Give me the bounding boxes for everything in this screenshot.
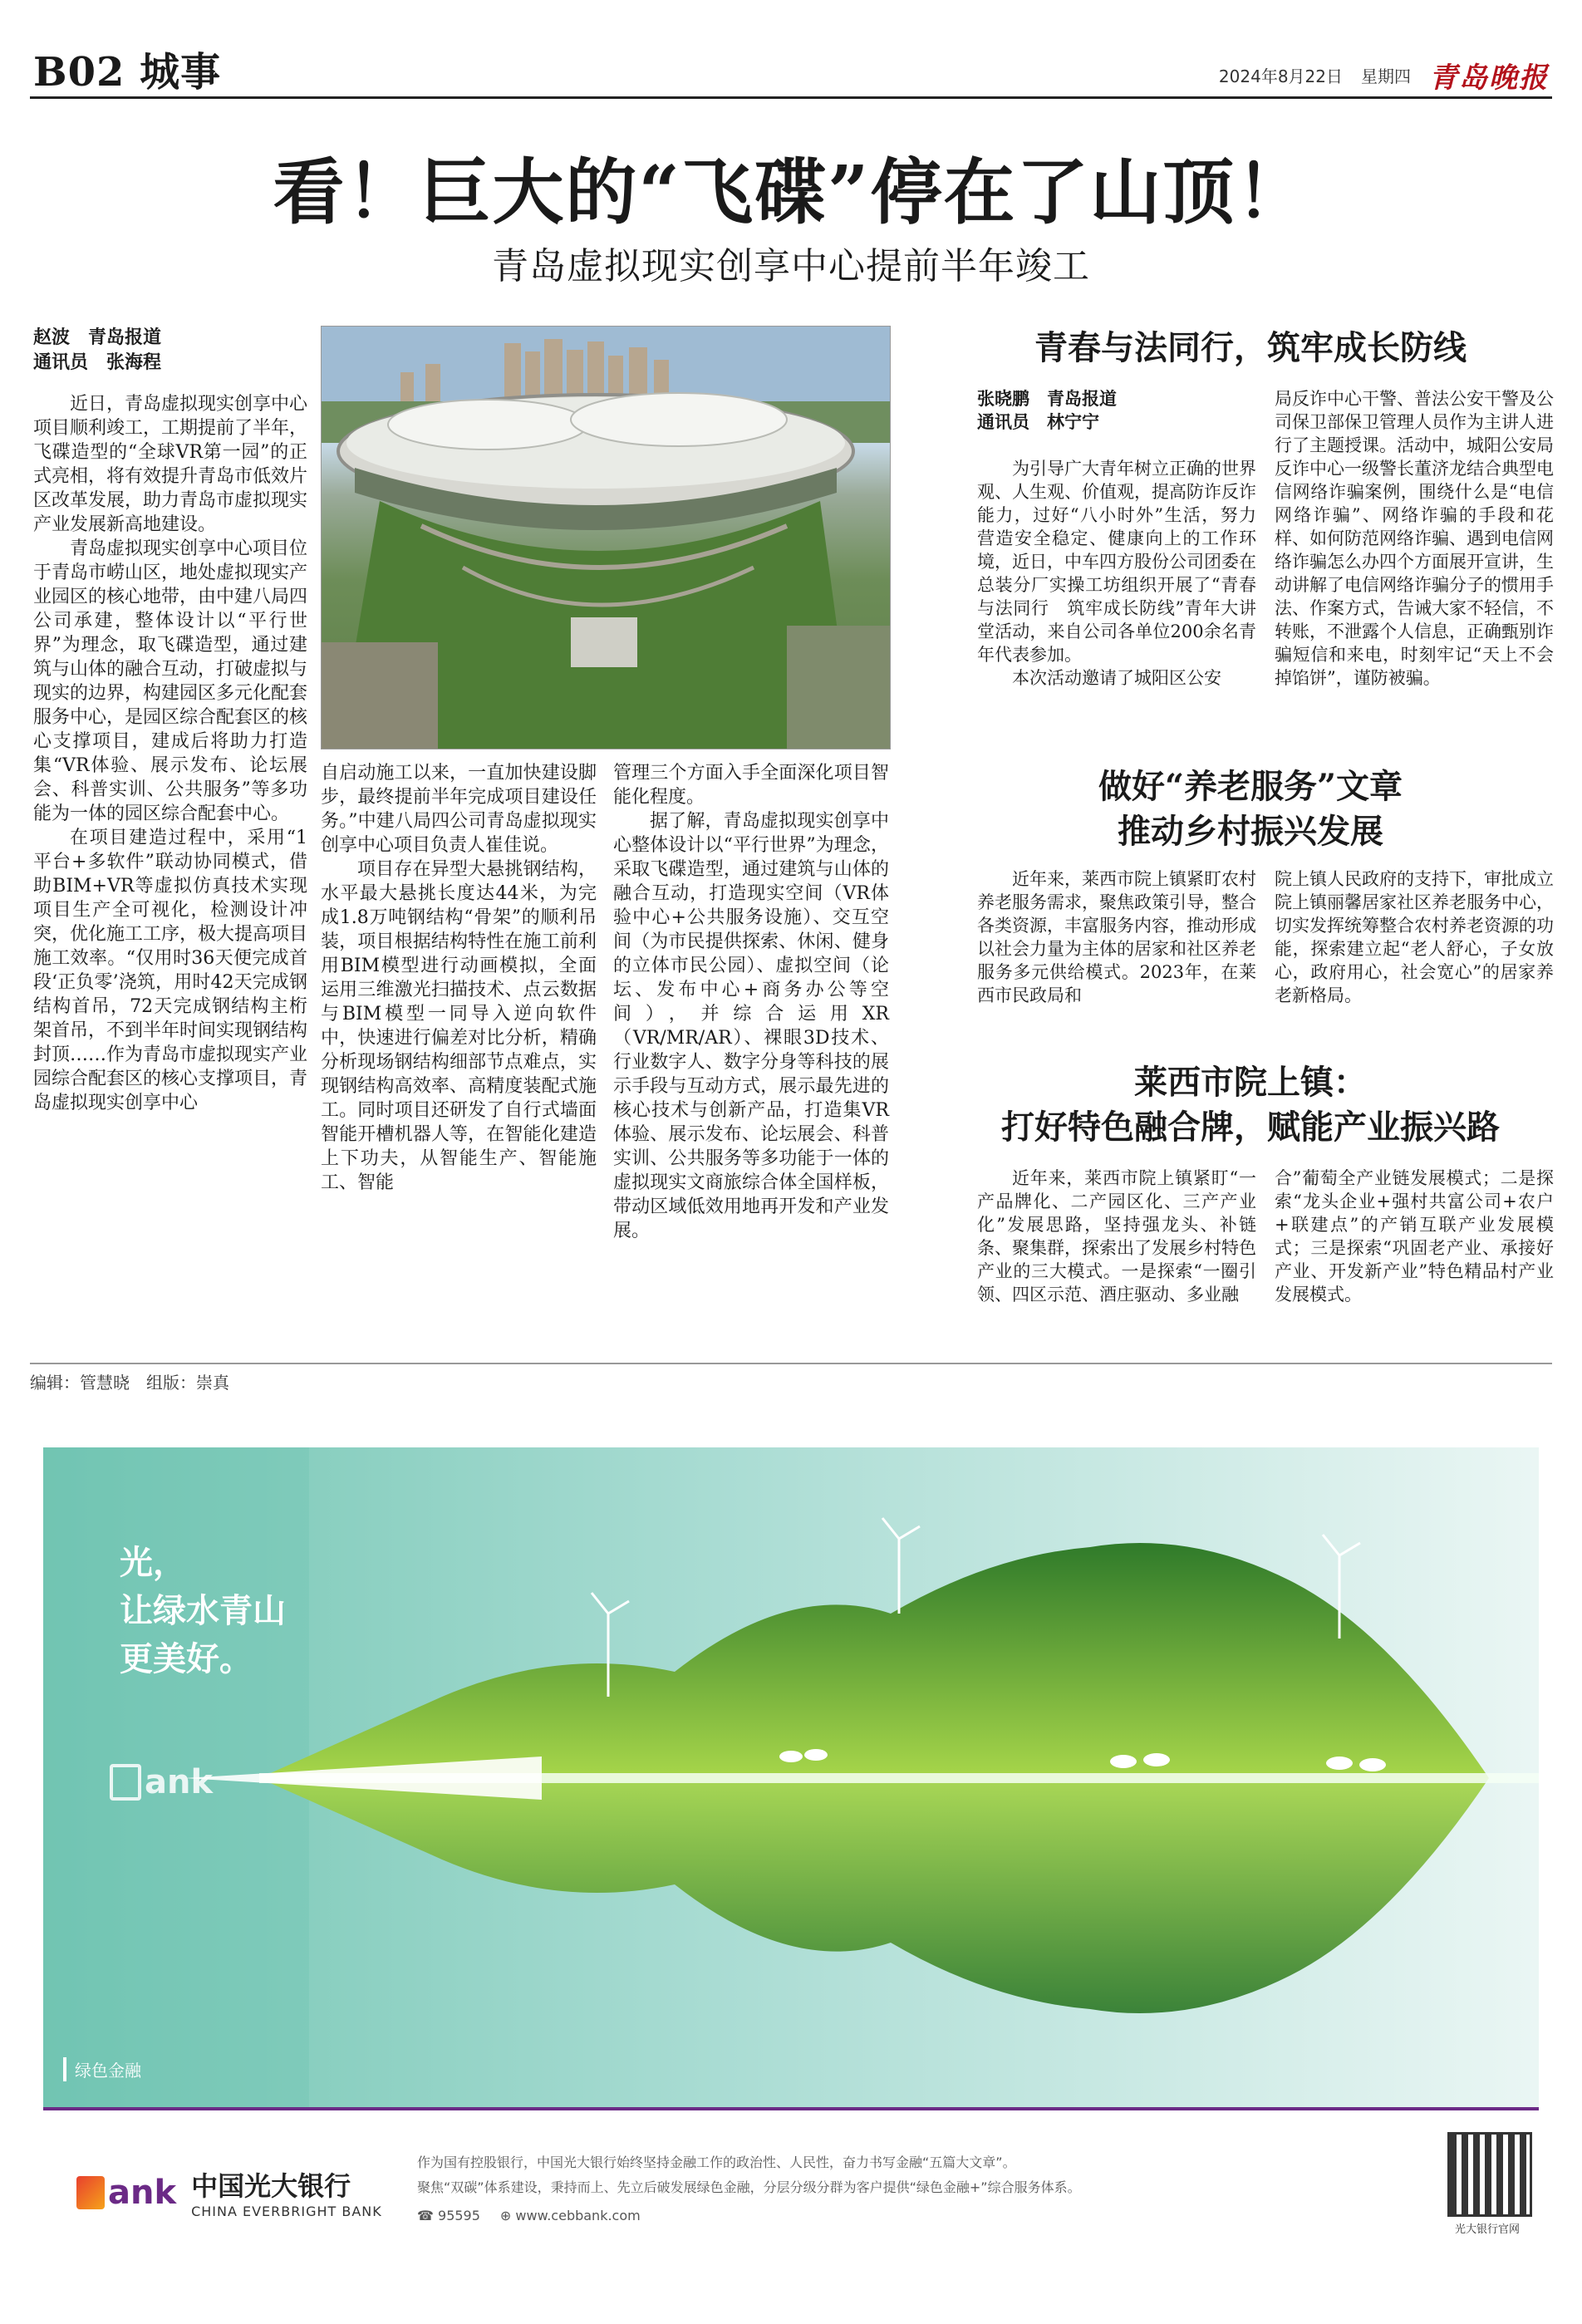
bank-name-en: CHINA EVERBRIGHT BANK (191, 2204, 382, 2219)
paragraph: 在项目建造过程中，采用“1平台+多软件”联动协同模式，借助BIM+VR等虚拟仿真技术实现项目生产全可视化，检测设计冲突，优化施工工序，极大提高项目施工效率。“仅用时36天便完成首段‘正负零’浇筑，用时42天完成钢结构首吊，72天完成钢结构主桁架首吊，不到半年时间实现钢结构封顶……作为青岛市虚拟现实产业园综合配套区的核心支撑项目，青岛虚拟现实创享中心 (33, 828, 308, 1113)
main-byline (33, 326, 161, 376)
globe-icon: ⊕ (499, 2208, 516, 2223)
logo-text: ank (145, 1763, 214, 1801)
paragraph: 青岛虚拟现实创享中心项目位于青岛市崂山区，地处虚拟现实产业园区的核心地带，由中建八局四公司承建，整体设计以“平行世界”为理念，取飞碟造型，通过建筑与山体的融合互动，打破虚拟与现实的边界，构建园区多元化配套服务中心，是园区综合配套区的核心支撑项目，建成后将助力打造集“VR体验、展示发布、论坛展会、科普实训、公共服务”等多功能为一体的园区综合配套中心。 (33, 538, 308, 824)
ad-logo (110, 1763, 213, 1801)
byline-reporter: 赵波 青岛报道 (33, 327, 162, 348)
subhead: 青岛虚拟现实创享中心提前半年竣工 (492, 245, 1090, 287)
paragraph: 为引导广大青年树立正确的世界观、人生观、价值观，提高防诈反诈能力，过好“八小时外”生活，努力营造安全稳定、健康向上的工作环境，近日，中车四方股份公司团委在总装分厂实操工坊组织开展了“青春与法同行 筑牢成长防线”青年大讲堂活动，来自公司各单位200余名青年代表参加。 (977, 459, 1256, 665)
hotline: ☎ 95595 (417, 2208, 480, 2223)
page-code: B02 城事 (33, 49, 222, 96)
paragraph: 局反诈中心干警、普法公安干警及公司保卫部保卫管理人员作为主讲人进行了主题授课。活动中，城阳公安局反诈中心一级警长董济龙结合典型电信网络诈骗案例，围绕什么是“电信网络诈骗”、网络诈骗的手段和花样、如何防范网络诈骗、遇到电信网络诈骗怎么办四个方面展开宣讲，生动讲解了电信网络诈骗分子的惯用手法、作案方式，告诫大家不轻信，不转账，不泄露个人信息，正确甄别诈骗短信和来电，时刻牢记“天上不会掉馅饼”，谨防被骗。 (1275, 389, 1554, 688)
paragraph: 近年来，莱西市院上镇紧盯“一产品牌化、二产园区化、三产产业化”发展思路，坚持强龙头、补链条、聚集群，探索出了发展乡村特色产业的三大模式。一是探索“一圈引领、四区示范、酒庄驱动、多业融 (977, 1168, 1256, 1304)
building-photo (321, 326, 891, 749)
paragraph: 本次活动邀请了城阳区公安 (1012, 668, 1221, 688)
main-col-2 (321, 761, 597, 1195)
ad-description (417, 2150, 1331, 2228)
qr-code-icon[interactable] (1447, 2132, 1532, 2217)
article3-title (956, 764, 1545, 854)
bank-logo-text: ank (108, 2173, 177, 2212)
article4-col-1 (977, 1167, 1256, 1306)
headline: 看！巨大的“飞碟”停在了山顶！ (273, 150, 1309, 234)
bank-logo (76, 2165, 382, 2219)
title-line: 做好“养老服务”文章 (1098, 767, 1403, 806)
ufo-building-illustration (322, 327, 890, 749)
article2-title: 青春与法同行，筑牢成长防线 (1034, 328, 1467, 367)
article3-col-1 (977, 867, 1256, 1007)
article3-col-2 (1275, 867, 1554, 1007)
slogan-line: 更美好。 (120, 1639, 253, 1678)
ad-footer-curve (43, 2107, 1539, 2124)
desc-line: 作为国有控股银行，中国光大银行始终坚持金融工作的政治性、人民性，奋力书写金融“五篇大文章”。 (417, 2154, 1016, 2170)
contact-row (417, 2204, 1331, 2228)
article2-col-1 (977, 457, 1256, 690)
slogan-line: 让绿水青山 (120, 1591, 286, 1630)
ad-footer (43, 2107, 1539, 2298)
article4-title (956, 1060, 1545, 1150)
masthead: 青岛晚报 (1429, 61, 1549, 95)
qr-block (1447, 2132, 1527, 2236)
paragraph: 院上镇人民政府的支持下，审批成立院上镇丽馨居家社区养老服务中心，切实发挥统筹整合农村养老资源的功能，探索建立起“老人舒心，子女放心，政府用心，社会宽心”的居家养老新格局。 (1275, 869, 1554, 1005)
main-col-3 (613, 761, 889, 1243)
title-line: 莱西市院上镇： (1134, 1063, 1367, 1102)
slogan-line: 光， (120, 1543, 186, 1582)
ad-slogan (120, 1539, 286, 1683)
phone-icon: ☎ (417, 2208, 439, 2223)
bank-logo-icon (76, 2176, 105, 2209)
main-col-1 (33, 392, 307, 1115)
paragraph: 项目存在异型大悬挑钢结构，水平最大悬挑长度达44米，为完成1.8万吨钢结构“骨架”的顺利吊装，项目根据结构特性在施工前利用BIM模型进行动画模拟，全面运用三维激光扫描技术、点云数据与BIM模型一同导入逆向软件中，快速进行偏差对比分析，精确分析现场钢结构细部节点难点，实现钢结构高效率、高精度装配式施工。同时项目还研发了自行式墙面智能开槽机器人等，在智能化建造上下功夫，从智能生产、智能施工、智能 (321, 859, 597, 1193)
bank-advertisement (43, 1447, 1539, 2107)
issue-date: 2024年8月22日 (1218, 66, 1343, 86)
paragraph: 近年来，莱西市院上镇紧盯农村养老服务需求，聚焦政策引导，整合各类资源，丰富服务内容，推动形成以社会力量为主体的居家和社区养老服务多元供给模式。2023年，在莱西市民政局和 (977, 869, 1256, 1005)
byline-reporter: 张晓鹏 青岛报道 (977, 389, 1117, 409)
paragraph: 自启动施工以来，一直加快建设脚步，最终提前半年完成项目建设任务。”中建八局四公司青岛虚拟现实创享中心项目负责人崔佳说。 (321, 763, 597, 856)
byline-correspondent: 通讯员 张海程 (33, 352, 162, 373)
bank-mark-icon (110, 1764, 141, 1801)
bottom-rule (30, 1363, 1552, 1364)
article2-byline (977, 387, 1117, 434)
paragraph: 管理三个方面入手全面深化项目智能化程度。 (613, 763, 889, 808)
article4-col-2 (1275, 1167, 1554, 1306)
header-right (1219, 55, 1549, 96)
header-rule (30, 96, 1552, 99)
title-line: 推动乡村振兴发展 (1118, 812, 1383, 851)
qr-caption: 光大银行官网 (1454, 2223, 1520, 2236)
paragraph: 合”葡萄全产业链发展模式；二是探索“龙头企业+强村共富公司+农户+联建点”的产销互联产业发展模式；三是探索“巩固老产业、承接好产业、开发新产业”特色精品村产业发展模式。 (1275, 1168, 1554, 1304)
green-finance-label: 绿色金融 (63, 2057, 141, 2081)
title-line: 打好特色融合牌，赋能产业振兴路 (1001, 1108, 1500, 1147)
article2-col-2 (1275, 387, 1554, 690)
editor-line: 编辑：管慧晓 组版：崇真 (30, 1373, 229, 1393)
desc-line: 聚焦“双碳”体系建设，秉持而上、先立后破发展绿色金融，分层分级分群为客户提供“绿色金融+”综合服务体系。 (417, 2179, 1081, 2195)
website: ⊕ www.cebbank.com (499, 2208, 641, 2223)
bank-name-cn: 中国光大银行 (191, 2170, 351, 2202)
byline-correspondent: 通讯员 林宁宁 (977, 412, 1099, 432)
bank-name (191, 2165, 382, 2219)
paragraph: 据了解，青岛虚拟现实创享中心整体设计以“平行世界”为理念，采取飞碟造型，通过建筑与山体的融合互动，打造现实空间（VR体验中心+公共服务设施）、交互空间（为市民提供探索、休闲、健身的立体市民公园）、虚拟空间（论坛、发布中心+商务办公等空间），并综合运用XR（VR/MR/AR）、裸眼3D技术、行业数字人、数字分身等科技的展示手段与互动方式，展示最先进的核心技术与创新产品，打造集VR体验、展示发布、论坛展会、科普实训、公共服务等多功能于一体的虚拟现实文商旅综合体全国样板，带动区域低效用地再开发和产业发展。 (613, 811, 889, 1241)
paragraph: 近日，青岛虚拟现实创享中心项目顺利竣工，工期提前了半年，飞碟造型的“全球VR第一园”的正式亮相，将有效提升青岛市低效片区改革发展，助力青岛市虚拟现实产业发展新高地建设。 (33, 394, 308, 535)
issue-weekday: 星期四 (1361, 66, 1411, 86)
